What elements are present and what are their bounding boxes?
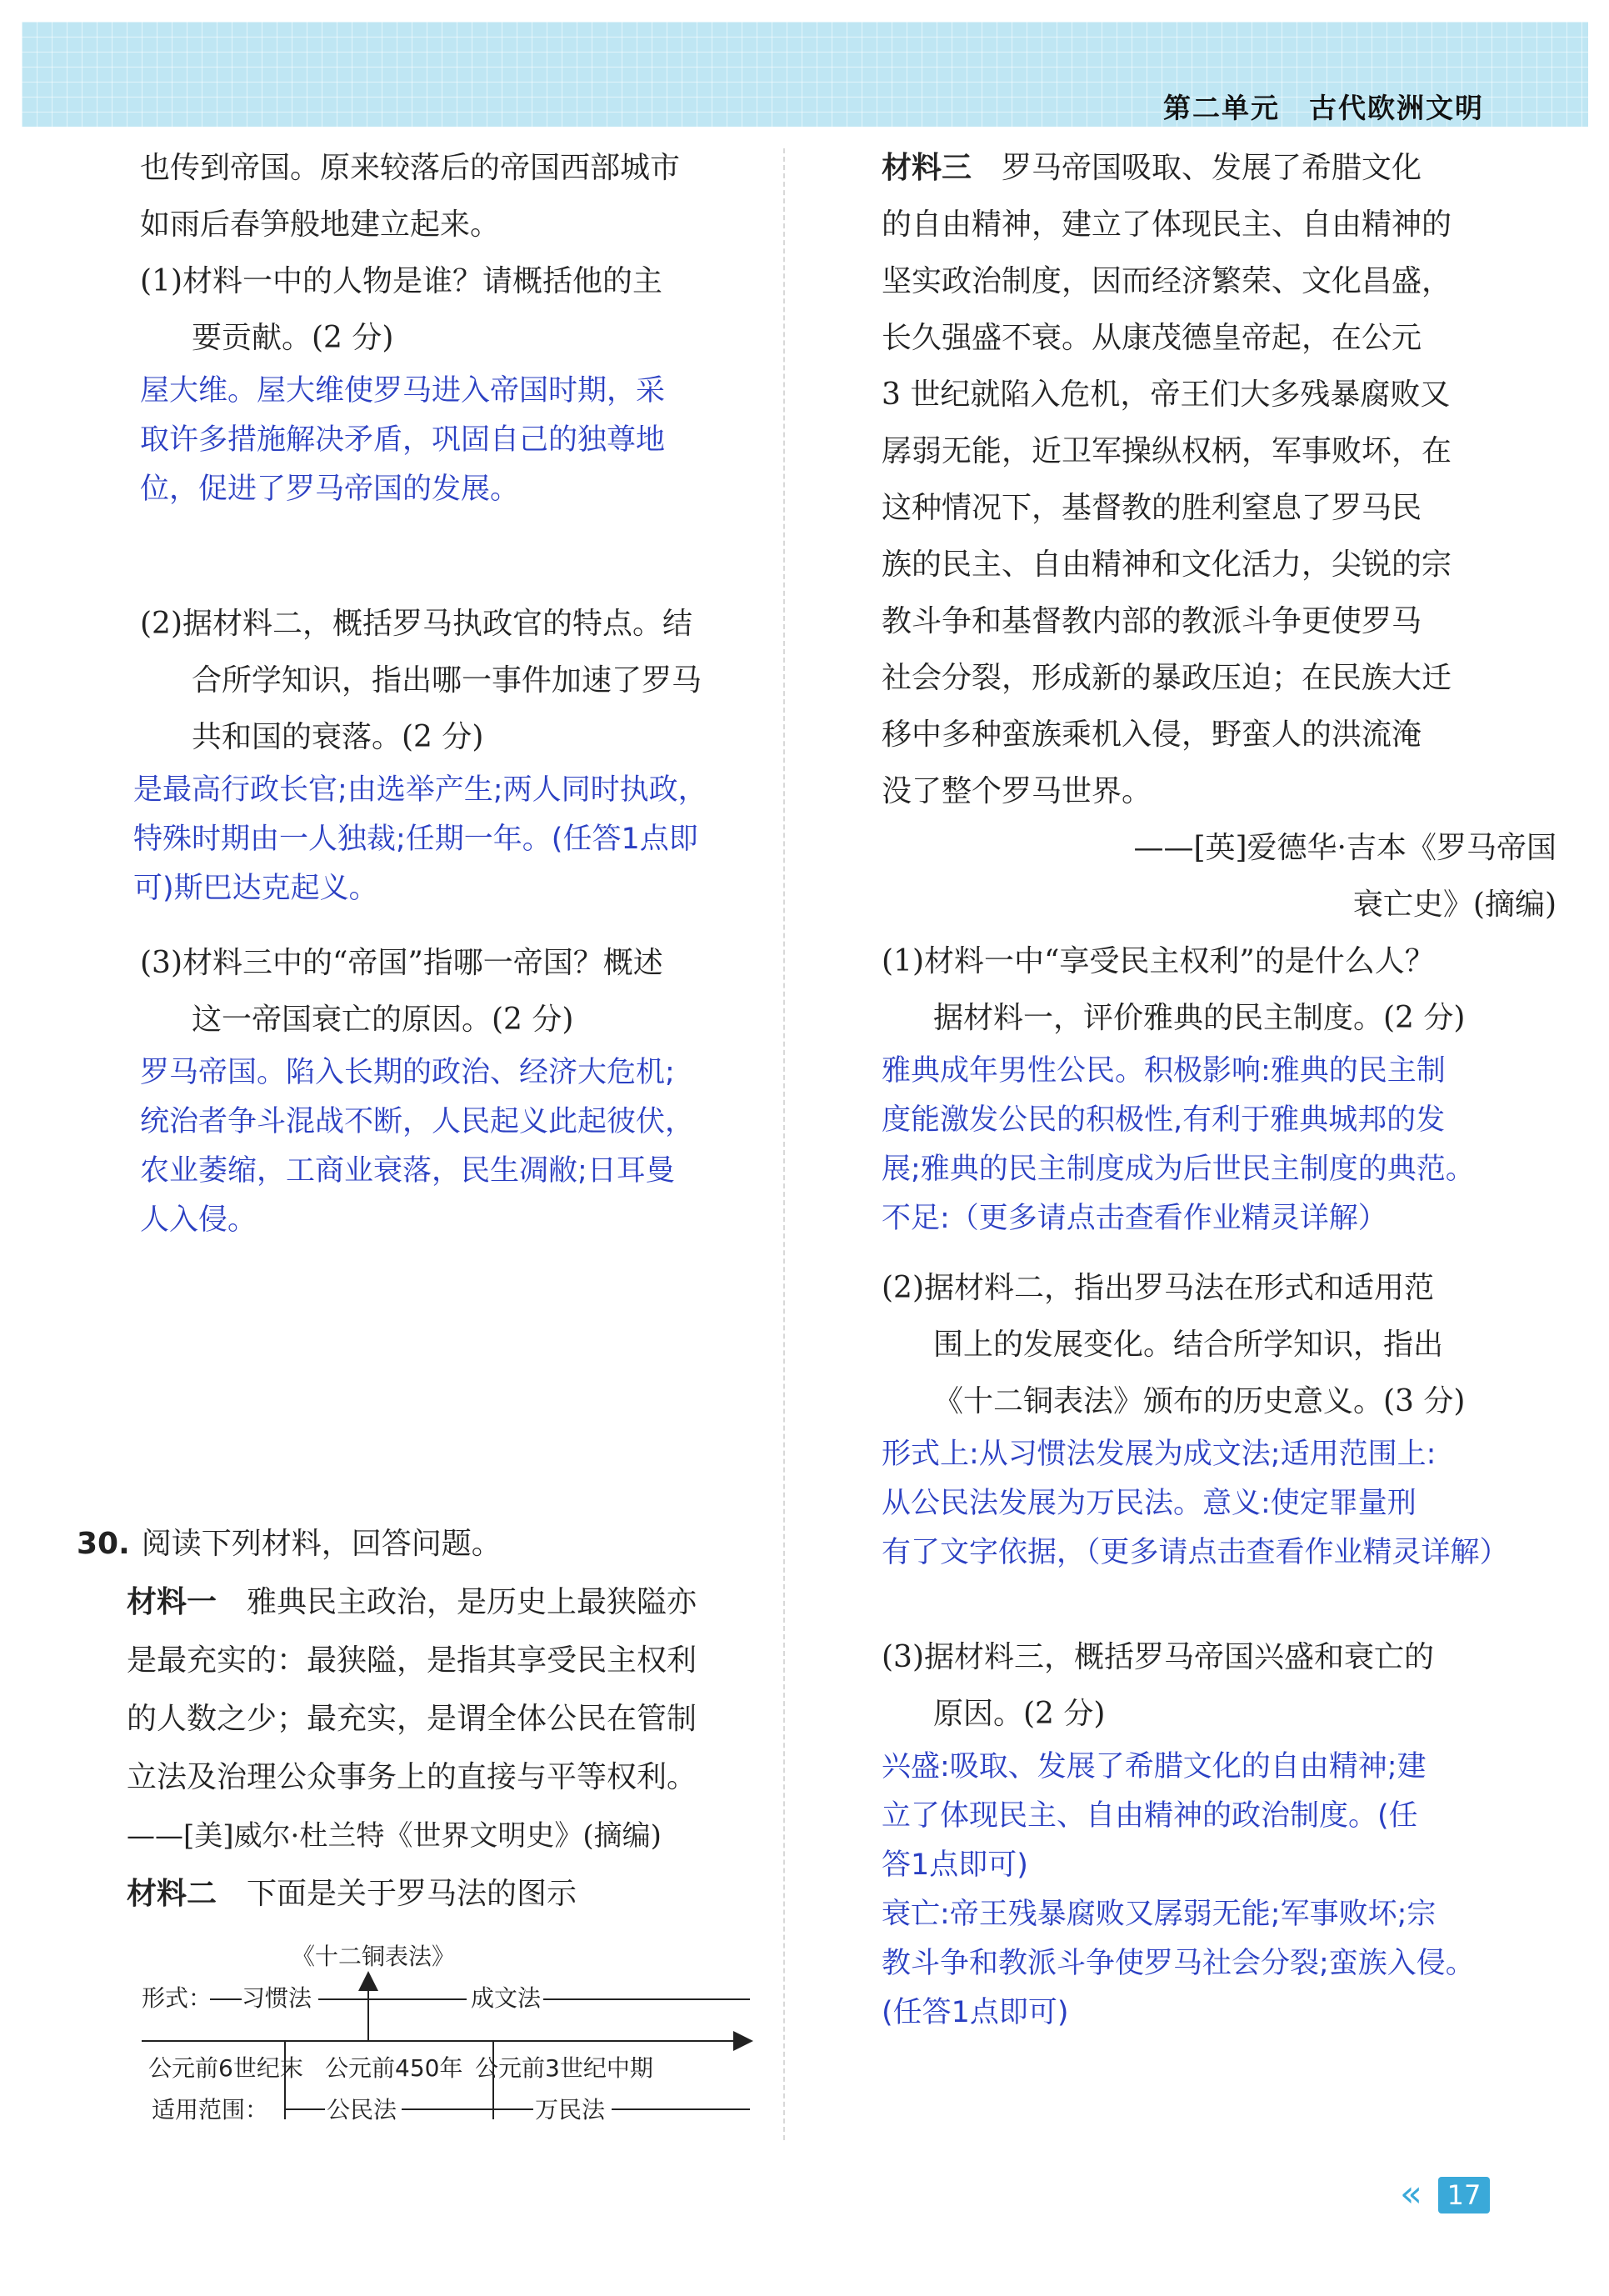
material-3-text: 孱弱无能，近卫军操纵权柄，军事败坏，在 — [882, 434, 1452, 468]
intro-line: 也传到帝国。原来较落后的帝国西部城市 — [140, 151, 681, 185]
answer-line: 雅典成年男性公民。积极影响:雅典的民主制 — [882, 1054, 1446, 1088]
left-q3-line: (3)材料三中的“帝国”指哪一帝国？概述 — [140, 946, 663, 980]
answer-line: 是最高行政长官;由选举产生;两人同时执政， — [133, 773, 707, 807]
question-prompt: 阅读下列材料，回答问题。 — [141, 1527, 502, 1561]
answer-line: 度能激发公民的积极性,有利于雅典城邦的发 — [882, 1103, 1446, 1137]
material-2-label: 材料二 — [127, 1877, 217, 1911]
material-3-text: 教斗争和基督教内部的教派斗争更使罗马 — [882, 604, 1422, 638]
date-label: 公元前3世纪中期 — [475, 2054, 653, 2082]
answer-line: 位，促进了罗马帝国的发展。 — [140, 473, 520, 506]
material-1-label: 材料一 — [127, 1585, 217, 1619]
twelve-tables-label: 《十二铜表法》 — [292, 1943, 456, 1970]
question-number: 30. — [77, 1527, 130, 1561]
answer-line: 立了体现民主、自由精神的政治制度。(任 — [882, 1799, 1418, 1833]
material-1-text: 雅典民主政治，是历史上最狭隘亦 — [247, 1585, 697, 1619]
material-3-text: 坚实政治制度，因而经济繁荣、文化昌盛， — [882, 264, 1452, 298]
right-q2-line: (2)据材料二，指出罗马法在形式和适用范 — [882, 1271, 1434, 1305]
answer-line: 屋大维。屋大维使罗马进入帝国时期，采 — [140, 374, 666, 408]
material-2-text: 下面是关于罗马法的图示 — [247, 1877, 577, 1911]
answer-line: 形式上:从习惯法发展为成文法;适用范围上: — [882, 1438, 1437, 1471]
unit-title: 第二单元 古代欧洲文明 — [1163, 92, 1484, 124]
roman-law-diagram-svg — [133, 1938, 767, 2138]
answer-line: 不足:（更多请点击查看作业精灵详解） — [882, 1202, 1387, 1235]
form-custom-law: 习惯法 — [242, 1984, 312, 2012]
answer-line: 有了文字依据，（更多请点击查看作业精灵详解） — [882, 1536, 1509, 1569]
answer-line: (任答1点即可) — [882, 1996, 1069, 2029]
material-3-text: 3 世纪就陷入危机，帝王们大多残暴腐败又 — [882, 378, 1451, 412]
left-q1-line: (1)材料一中的人物是谁？请概括他的主 — [140, 264, 662, 298]
material-3-text: 移中多种蛮族乘机入侵，野蛮人的洪流淹 — [882, 718, 1422, 752]
answer-line: 取许多措施解决矛盾，巩固自己的独尊地 — [140, 423, 666, 457]
right-q2-line: 《十二铜表法》颁布的历史意义。(3 分) — [933, 1384, 1466, 1418]
date-label: 公元前450年 — [325, 2054, 463, 2082]
answer-line: 罗马帝国。陷入长期的政治、经济大危机; — [140, 1056, 675, 1089]
right-column — [882, 140, 1590, 2038]
material-1-text: 的人数之少；最充实，是谓全体公民在管制 — [127, 1702, 697, 1736]
left-q2-line: 共和国的衰落。(2 分) — [192, 720, 484, 754]
material-3-text: 长久强盛不衰。从康茂德皇帝起，在公元 — [882, 321, 1422, 355]
column-divider — [783, 148, 785, 2140]
material-3-text: 族的民主、自由精神和文化活力，尖锐的宗 — [882, 548, 1452, 582]
right-q3-answer — [882, 1743, 1590, 2038]
right-q3-line: 原因。(2 分) — [933, 1697, 1106, 1731]
scope-civil-law: 公民法 — [327, 2096, 397, 2123]
material-1-text: 是最充实的：最狭隘，是指其享受民主权利 — [127, 1643, 697, 1678]
left-q3-answer — [140, 1048, 765, 1245]
left-q2-line: (2)据材料二，概括罗马执政官的特点。结 — [140, 607, 692, 641]
answer-line: 农业萎缩，工商业衰落，民生凋敝;日耳曼 — [140, 1154, 675, 1188]
form-label: 形式： — [142, 1984, 212, 2012]
left-q2-answer — [133, 766, 765, 913]
material-3-source: 衰亡史》(摘编) — [1352, 888, 1557, 922]
right-q1-line: (1)材料一中“享受民主权利”的是什么人？ — [882, 944, 1435, 978]
answer-line: 展;雅典的民主制度成为后世民主制度的典范。 — [882, 1153, 1475, 1186]
left-column — [133, 140, 765, 1245]
left-q3-line: 这一帝国衰亡的原因。(2 分) — [192, 1003, 574, 1037]
double-chevron-left-icon: « — [1400, 2173, 1422, 2215]
material-3-source: ——[英]爱德华·吉本《罗马帝国 — [1133, 831, 1557, 865]
question-30 — [77, 1515, 768, 1923]
intro-line: 如雨后春笋般地建立起来。 — [140, 208, 501, 242]
answer-line: 从公民法发展为万民法。意义:使定罪量刑 — [882, 1487, 1417, 1520]
left-q1-line: 要贡献。(2 分) — [192, 321, 394, 355]
right-q1-answer — [882, 1047, 1590, 1243]
material-1-text: 立法及治理公众事务上的直接与平等权利。 — [127, 1760, 697, 1794]
material-3-label: 材料三 — [882, 151, 972, 185]
answer-line: 答1点即可) — [882, 1848, 1028, 1882]
material-3-text: 这种情况下，基督教的胜利窒息了罗马民 — [882, 491, 1422, 525]
scope-nations-law: 万民法 — [535, 2096, 606, 2123]
material-3-text: 的自由精神，建立了体现民主、自由精神的 — [882, 208, 1452, 242]
left-q1-answer — [140, 367, 765, 514]
answer-line: 统治者争斗混战不断，人民起义此起彼伏， — [140, 1105, 695, 1138]
answer-line: 兴盛:吸取、发展了希腊文化的自由精神;建 — [882, 1750, 1427, 1783]
right-q3-line: (3)据材料三，概括罗马帝国兴盛和衰亡的 — [882, 1640, 1434, 1674]
scope-label: 适用范围： — [152, 2096, 269, 2123]
left-q2-line: 合所学知识，指出哪一事件加速了罗马 — [192, 663, 702, 698]
answer-line: 教斗争和教派斗争使罗马社会分裂;蛮族入侵。 — [882, 1947, 1475, 1980]
answer-line: 特殊时期由一人独裁;任期一年。(任答1点即 — [133, 823, 698, 856]
date-label: 公元前6世纪末 — [148, 2054, 303, 2082]
answer-line: 可)斯巴达克起义。 — [133, 872, 378, 905]
right-q2-answer — [882, 1430, 1590, 1578]
page-number: 17 — [1438, 2177, 1490, 2213]
material-3-text: 社会分裂，形成新的暴政压迫；在民族大迁 — [882, 661, 1452, 695]
material-3-text: 没了整个罗马世界。 — [882, 774, 1152, 808]
material-3-text: 罗马帝国吸取、发展了希腊文化 — [1002, 151, 1422, 185]
material-1-source: ——[美]威尔·杜兰特《世界文明史》(摘编) — [127, 1819, 662, 1853]
right-q1-line: 据材料一，评价雅典的民主制度。(2 分) — [933, 1001, 1466, 1035]
roman-law-diagram — [133, 1938, 767, 2138]
right-q2-line: 围上的发展变化。结合所学知识，指出 — [933, 1328, 1444, 1362]
answer-line: 人入侵。 — [140, 1203, 257, 1237]
answer-line: 衰亡:帝王残暴腐败又孱弱无能;军事败坏;宗 — [882, 1898, 1437, 1931]
form-written-law: 成文法 — [471, 1984, 542, 2012]
